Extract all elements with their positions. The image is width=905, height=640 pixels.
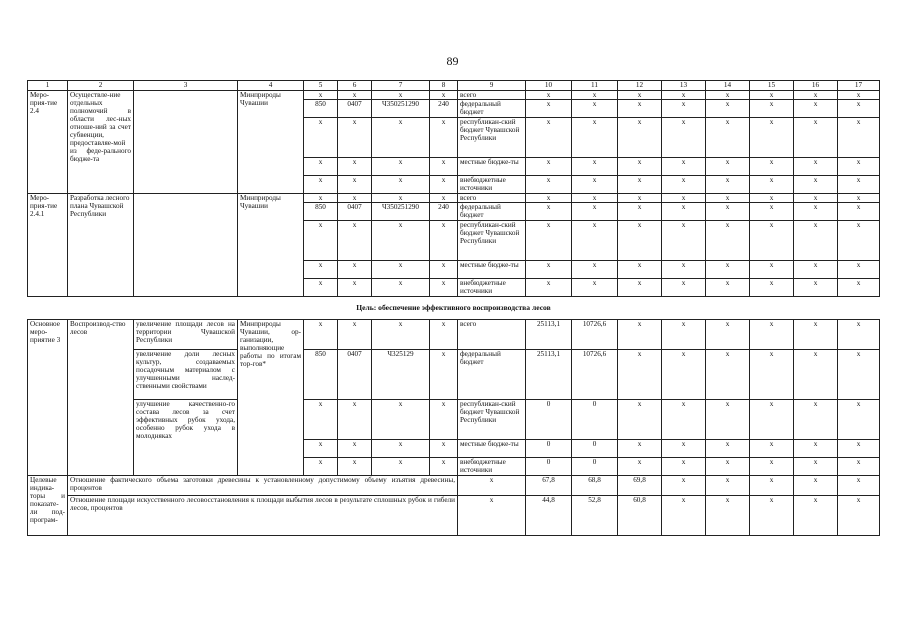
value-cell: x <box>618 158 662 176</box>
value-cell: x <box>618 261 662 279</box>
cell-rz: x <box>338 176 372 194</box>
cell-grbs: x <box>304 91 338 100</box>
value-cell: 25113,1 <box>526 320 572 350</box>
value-cell: x <box>794 350 838 400</box>
value-cell: x <box>838 118 880 158</box>
value-cell: x <box>750 400 794 440</box>
header-cell: 13 <box>662 81 706 91</box>
value-cell: x <box>618 91 662 100</box>
cell-vr: x <box>430 158 458 176</box>
value-cell: 25113,1 <box>526 350 572 400</box>
value-cell: x <box>838 400 880 440</box>
table-row <box>28 91 880 100</box>
cell-rz: x <box>338 261 372 279</box>
measure-indicator <box>134 91 238 194</box>
funding-source: республикан-ский бюджет Чувашской Республики <box>458 118 526 158</box>
funding-source: республикан-ский бюджет Чувашской Республики <box>458 221 526 261</box>
value-cell: x <box>838 350 880 400</box>
header-cell: 10 <box>526 81 572 91</box>
cell-vr: 240 <box>430 100 458 118</box>
cell-rz: x <box>338 118 372 158</box>
value-cell: x <box>838 221 880 261</box>
measure-code: Меро-прия-тие 2.4 <box>28 91 68 194</box>
value-cell: x <box>794 176 838 194</box>
funding-source: всего <box>458 194 526 203</box>
value-cell: x <box>750 458 794 476</box>
value-cell: x <box>838 176 880 194</box>
value-cell: x <box>794 203 838 221</box>
value-cell: x <box>572 203 618 221</box>
value-cell: x <box>838 194 880 203</box>
target-value: 67,8 <box>526 476 572 496</box>
value-cell: x <box>618 194 662 203</box>
cell-csr: x <box>372 400 430 440</box>
value-cell: x <box>662 279 706 297</box>
cell-csr: Ч350251290 <box>372 203 430 221</box>
value-cell: x <box>526 91 572 100</box>
target-value: x <box>662 476 706 496</box>
cell-grbs: x <box>304 320 338 350</box>
table-row <box>28 194 880 203</box>
targets-label: Целевые индика-торы и показате-ли под-програм- <box>28 476 68 536</box>
cell-rz: x <box>338 458 372 476</box>
cell-rz: x <box>338 400 372 440</box>
cell-grbs: x <box>304 194 338 203</box>
cell-grbs: x <box>304 118 338 158</box>
value-cell: x <box>662 400 706 440</box>
cell-csr: x <box>372 261 430 279</box>
header-cell: 11 <box>572 81 618 91</box>
value-cell: x <box>794 440 838 458</box>
value-cell: x <box>706 350 750 400</box>
value-cell: x <box>526 221 572 261</box>
value-cell: x <box>662 320 706 350</box>
value-cell: x <box>662 203 706 221</box>
target-text: Отношение фактического объема заготовки древесины к установленному допустимому объему изъятия древесины, процентов <box>68 476 458 496</box>
value-cell: x <box>706 400 750 440</box>
cell-grbs: 850 <box>304 203 338 221</box>
value-cell: x <box>794 261 838 279</box>
value-cell: x <box>526 279 572 297</box>
value-cell: x <box>706 118 750 158</box>
value-cell: x <box>662 350 706 400</box>
cell-csr: x <box>372 118 430 158</box>
target-value: 60,8 <box>618 496 662 536</box>
header-cell: 4 <box>238 81 304 91</box>
cell-grbs: x <box>304 458 338 476</box>
measure-code: Основное меро-приятие 3 <box>28 320 68 476</box>
cell-grbs: x <box>304 279 338 297</box>
cell-grbs: x <box>304 221 338 261</box>
cell-grbs: x <box>304 400 338 440</box>
value-cell: x <box>706 91 750 100</box>
cell-vr: x <box>430 458 458 476</box>
header-cell: 12 <box>618 81 662 91</box>
value-cell: x <box>572 221 618 261</box>
value-cell: x <box>794 400 838 440</box>
target-value: 52,8 <box>572 496 618 536</box>
cell-rz: x <box>338 91 372 100</box>
value-cell: 0 <box>526 458 572 476</box>
header-row <box>28 81 880 91</box>
value-cell: x <box>838 440 880 458</box>
header-cell: 5 <box>304 81 338 91</box>
value-cell: x <box>706 440 750 458</box>
value-cell: x <box>706 158 750 176</box>
cell-rz: x <box>338 194 372 203</box>
table-row <box>28 320 880 350</box>
cell-vr: x <box>430 221 458 261</box>
cell-csr: x <box>372 458 430 476</box>
goal-title: Цель: обеспечение эффективного воспроизводства лесов <box>28 297 880 320</box>
header-cell: 1 <box>28 81 68 91</box>
funding-source: внебюджетные источники <box>458 458 526 476</box>
target-value: x <box>838 496 880 536</box>
header-cell: 2 <box>68 81 134 91</box>
header-cell: 8 <box>430 81 458 91</box>
target-value: 44,8 <box>526 496 572 536</box>
value-cell: x <box>526 118 572 158</box>
value-cell: x <box>526 158 572 176</box>
value-cell: x <box>706 320 750 350</box>
value-cell: x <box>838 279 880 297</box>
value-cell: x <box>662 91 706 100</box>
value-cell: x <box>794 279 838 297</box>
cell-vr: x <box>430 320 458 350</box>
value-cell: x <box>662 440 706 458</box>
cell-rz: x <box>338 440 372 458</box>
funding-source: всего <box>458 320 526 350</box>
value-cell: 10726,6 <box>572 350 618 400</box>
value-cell: x <box>750 320 794 350</box>
target-value: x <box>794 476 838 496</box>
measure-executor: Минприроды Чувашии <box>238 194 304 297</box>
funding-source: внебюджетные источники <box>458 279 526 297</box>
cell-rz: x <box>338 221 372 261</box>
value-cell: x <box>838 320 880 350</box>
value-cell: x <box>794 158 838 176</box>
value-cell: x <box>662 194 706 203</box>
cell-csr: x <box>372 194 430 203</box>
value-cell: x <box>572 176 618 194</box>
target-value: x <box>706 496 750 536</box>
table-row <box>28 400 880 440</box>
target-text: Отношение площади искусственного лесовосстановления к площади выбытия лесов в результате сплошных рубок и гибели лесов, процентов <box>68 496 458 536</box>
value-cell: x <box>526 100 572 118</box>
cell-csr: x <box>372 440 430 458</box>
value-cell: x <box>794 194 838 203</box>
page-number: 89 <box>446 54 459 68</box>
value-cell: x <box>794 221 838 261</box>
cell-vr: x <box>430 350 458 400</box>
value-cell: x <box>618 350 662 400</box>
value-cell: 0 <box>526 440 572 458</box>
value-cell: x <box>572 100 618 118</box>
value-cell: x <box>618 400 662 440</box>
cell-vr: x <box>430 279 458 297</box>
value-cell: x <box>750 176 794 194</box>
value-cell: x <box>618 118 662 158</box>
cell-rz: x <box>338 320 372 350</box>
measure-indicator: улучшение качественно-го состава лесов за счет эффективных рубок ухода, особенно рубок ухода в молодняках <box>134 400 238 476</box>
value-cell: x <box>750 279 794 297</box>
goal-row <box>28 297 880 320</box>
cell-rz: 0407 <box>338 350 372 400</box>
value-cell: x <box>706 221 750 261</box>
value-cell: x <box>618 320 662 350</box>
cell-vr: x <box>430 118 458 158</box>
measure-name: Воспроизвод-ство лесов <box>68 320 134 476</box>
table-row <box>28 350 880 400</box>
funding-source: федеральный бюджет <box>458 203 526 221</box>
target-value: x <box>838 476 880 496</box>
value-cell: x <box>618 440 662 458</box>
value-cell: x <box>572 118 618 158</box>
value-cell: x <box>572 279 618 297</box>
cell-vr: x <box>430 440 458 458</box>
funding-source: местные бюдже-ты <box>458 440 526 458</box>
value-cell: x <box>838 261 880 279</box>
value-cell: x <box>618 203 662 221</box>
value-cell: x <box>526 176 572 194</box>
cell-vr: 240 <box>430 203 458 221</box>
target-value: x <box>750 496 794 536</box>
measure-executor: Минприроды Чувашии <box>238 91 304 194</box>
target-value: x <box>706 476 750 496</box>
value-cell: 0 <box>572 458 618 476</box>
value-cell: x <box>750 158 794 176</box>
target-row <box>28 496 880 536</box>
value-cell: x <box>750 194 794 203</box>
funding-source: республикан-ский бюджет Чувашской Республики <box>458 400 526 440</box>
value-cell: x <box>526 194 572 203</box>
target-row <box>28 476 880 496</box>
value-cell: x <box>750 221 794 261</box>
value-cell: x <box>526 203 572 221</box>
cell-grbs: 850 <box>304 350 338 400</box>
cell-csr: Ч350251290 <box>372 100 430 118</box>
value-cell: x <box>618 100 662 118</box>
cell-csr: x <box>372 91 430 100</box>
cell-vr: x <box>430 91 458 100</box>
target-value: x <box>458 496 526 536</box>
funding-source: всего <box>458 91 526 100</box>
cell-rz: x <box>338 158 372 176</box>
target-value: x <box>794 496 838 536</box>
target-value: 68,8 <box>572 476 618 496</box>
target-value: 69,8 <box>618 476 662 496</box>
header-cell: 6 <box>338 81 372 91</box>
value-cell: x <box>838 91 880 100</box>
value-cell: x <box>750 91 794 100</box>
value-cell: x <box>662 261 706 279</box>
measure-name: Разработка лесного плана Чувашской Республики <box>68 194 134 297</box>
value-cell: 0 <box>526 400 572 440</box>
program-table <box>27 80 880 536</box>
header-cell: 3 <box>134 81 238 91</box>
value-cell: x <box>750 203 794 221</box>
target-value: x <box>750 476 794 496</box>
value-cell: x <box>750 118 794 158</box>
cell-csr: x <box>372 176 430 194</box>
cell-csr: x <box>372 279 430 297</box>
value-cell: x <box>838 203 880 221</box>
value-cell: x <box>618 458 662 476</box>
cell-vr: x <box>430 261 458 279</box>
value-cell: x <box>526 261 572 279</box>
cell-vr: x <box>430 194 458 203</box>
value-cell: x <box>838 100 880 118</box>
cell-grbs: x <box>304 158 338 176</box>
value-cell: 10726,6 <box>572 320 618 350</box>
value-cell: x <box>838 158 880 176</box>
value-cell: x <box>706 100 750 118</box>
value-cell: x <box>706 194 750 203</box>
measure-executor: Минприроды Чувашии, ор-ганизации, выполняющие работы по итогам тор-гов* <box>238 320 304 476</box>
value-cell: x <box>706 458 750 476</box>
value-cell: x <box>794 91 838 100</box>
header-cell: 17 <box>838 81 880 91</box>
value-cell: x <box>662 176 706 194</box>
cell-rz: 0407 <box>338 100 372 118</box>
value-cell: x <box>794 118 838 158</box>
cell-grbs: x <box>304 176 338 194</box>
measure-indicator: увеличение доли лесных культур, создаваемых посадочным материалом с улучшенными наслед-ственными свойствами <box>134 350 238 400</box>
value-cell: x <box>618 279 662 297</box>
value-cell: x <box>662 118 706 158</box>
cell-grbs: x <box>304 440 338 458</box>
value-cell: x <box>838 458 880 476</box>
value-cell: x <box>618 176 662 194</box>
funding-source: местные бюдже-ты <box>458 158 526 176</box>
value-cell: x <box>572 158 618 176</box>
value-cell: x <box>750 440 794 458</box>
header-cell: 9 <box>458 81 526 91</box>
funding-source: федеральный бюджет <box>458 100 526 118</box>
cell-rz: x <box>338 279 372 297</box>
cell-vr: x <box>430 400 458 440</box>
header-cell: 15 <box>750 81 794 91</box>
value-cell: 0 <box>572 440 618 458</box>
measure-code: Меро-прия-тие 2.4.1 <box>28 194 68 297</box>
value-cell: x <box>572 261 618 279</box>
value-cell: x <box>572 194 618 203</box>
value-cell: x <box>706 203 750 221</box>
value-cell: x <box>794 458 838 476</box>
value-cell: x <box>662 100 706 118</box>
cell-csr: x <box>372 320 430 350</box>
value-cell: x <box>794 100 838 118</box>
cell-csr: x <box>372 158 430 176</box>
value-cell: 0 <box>572 400 618 440</box>
funding-source: местные бюдже-ты <box>458 261 526 279</box>
cell-grbs: x <box>304 261 338 279</box>
header-cell: 14 <box>706 81 750 91</box>
value-cell: x <box>706 261 750 279</box>
target-value: x <box>458 476 526 496</box>
value-cell: x <box>662 458 706 476</box>
measure-indicator: увеличение площади лесов на территории Чувашской Республики <box>134 320 238 350</box>
value-cell: x <box>572 91 618 100</box>
value-cell: x <box>706 176 750 194</box>
value-cell: x <box>794 320 838 350</box>
cell-vr: x <box>430 176 458 194</box>
cell-csr: Ч325129 <box>372 350 430 400</box>
cell-grbs: 850 <box>304 100 338 118</box>
header-cell: 7 <box>372 81 430 91</box>
measure-indicator <box>134 194 238 297</box>
cell-rz: 0407 <box>338 203 372 221</box>
value-cell: x <box>618 221 662 261</box>
cell-csr: x <box>372 221 430 261</box>
value-cell: x <box>662 158 706 176</box>
funding-source: федеральный бюджет <box>458 350 526 400</box>
target-value: x <box>662 496 706 536</box>
value-cell: x <box>750 261 794 279</box>
funding-source: внебюджетные источники <box>458 176 526 194</box>
header-cell: 16 <box>794 81 838 91</box>
value-cell: x <box>662 221 706 261</box>
value-cell: x <box>706 279 750 297</box>
measure-name: Осуществле-ние отдельных полномочий в области лес-ных отноше-ний за счет субвенции, предоставляе-мой из феде-рального бюдже-та <box>68 91 134 194</box>
value-cell: x <box>750 100 794 118</box>
value-cell: x <box>750 350 794 400</box>
